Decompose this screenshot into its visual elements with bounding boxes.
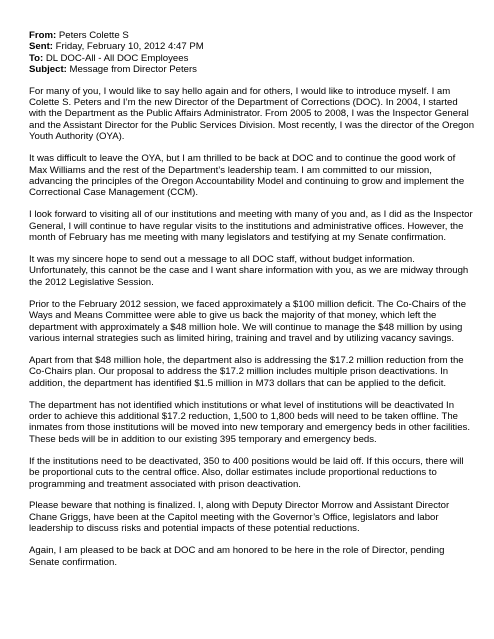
email-header bbox=[29, 30, 476, 76]
paragraph: Please beware that nothing is finalized. I, along with Deputy Director Morrow and Assistant Director Chane Griggs, have been at the Capitol meeting with the Governor’s Office, legislators and labor leadership to discuss risks and potential impacts of these potential reductions. bbox=[29, 500, 450, 535]
paragraph: If the institutions need to be deactivated, 350 to 400 positions would be laid off. If this occurs, there will be proportional cuts to the central office. Also, dollar estimates include proportional reductions to programming and treatment associated with prison deactivation. bbox=[29, 455, 464, 490]
paragraph: For many of you, I would like to say hello again and for others, I would like to introduce myself. I am Colette S. Peters and I’m the new Director of the Department of Corrections (DOC). In 2004, I started with the Department as the Public Affairs Administrator. From 2005 to 2008, I was the Inspector General and the Assistant Director for the Public Services Division. Most recently, I was the director of the Oregon Youth Authority (OYA). bbox=[29, 85, 475, 143]
to-value: DL DOC-All - All DOC Employees bbox=[45, 52, 189, 64]
to-label: To: bbox=[29, 52, 44, 64]
paragraph: Prior to the February 2012 session, we faced approximately a $100 million deficit. The Co-Chairs of the Ways and Means Committee were able to give us back the majority of that money, which left the department with approximately a $48 million hole. We will continue to manage the $48 million by using various internal strategies such as limited hiring, training and travel and by utilizing vacancy savings. bbox=[29, 298, 467, 344]
from-label: From: bbox=[29, 30, 57, 41]
paragraph: The department has not identified which institutions or what level of institutions will be deactivated In order to achieve this additional $17.2 reduction, 1,500 to 1,800 beds will need to be taken offline. The inmates from those institutions will be moved into new temporary and emergency beds in other facilities. These beds will be in addition to our existing 395 temporary and emergency beds. bbox=[29, 399, 470, 445]
paragraph: It was difficult to leave the OYA, but I am thrilled to be back at DOC and to continue the good work of Max Williams and the rest of the Department’s leadership team. I am committed to our mission, advancing the principles of the Oregon Accountability Model and continuing to grow and implement the Correctional Case Management (CCM). bbox=[29, 153, 465, 199]
from-value: Peters Colette S bbox=[58, 30, 129, 41]
from-line bbox=[29, 30, 476, 41]
paragraph: Again, I am pleased to be back at DOC and am honored to be here in the role of Director, pending Senate confirmation. bbox=[29, 545, 445, 568]
paragraph: Apart from that $48 million hole, the department also is addressing the $17.2 million reduction from the Co-Chairs plan. Our proposal to address the $17.2 million includes multiple prison deactivations. In addition, the department has identified $1.5 million in M73 dollars that can be applied to the deficit. bbox=[29, 354, 464, 389]
paragraph: It was my sincere hope to send out a message to all DOC staff, without budget information. Unfortunately, this cannot be the case and I want share information with you, as we are midway through the 2012 Legislative Session. bbox=[29, 254, 469, 288]
subject-value: Message from Director Peters bbox=[69, 64, 197, 76]
sent-value: Friday, February 10, 2012 4:47 PM bbox=[55, 41, 204, 53]
subject-label: Subject: bbox=[29, 64, 67, 76]
sent-label: Sent: bbox=[29, 41, 53, 53]
email-body bbox=[29, 86, 476, 568]
sent-line bbox=[29, 41, 476, 52]
paragraph: I look forward to visiting all of our institutions and meeting with many of you and, as I did as the Inspector General, I will continue to have regular visits to the institutions and administrative offices. However, the month of February has me meeting with many legislators and testifying at my Senate confirmation. bbox=[29, 209, 473, 244]
subject-line bbox=[29, 64, 476, 75]
to-line bbox=[29, 53, 476, 64]
